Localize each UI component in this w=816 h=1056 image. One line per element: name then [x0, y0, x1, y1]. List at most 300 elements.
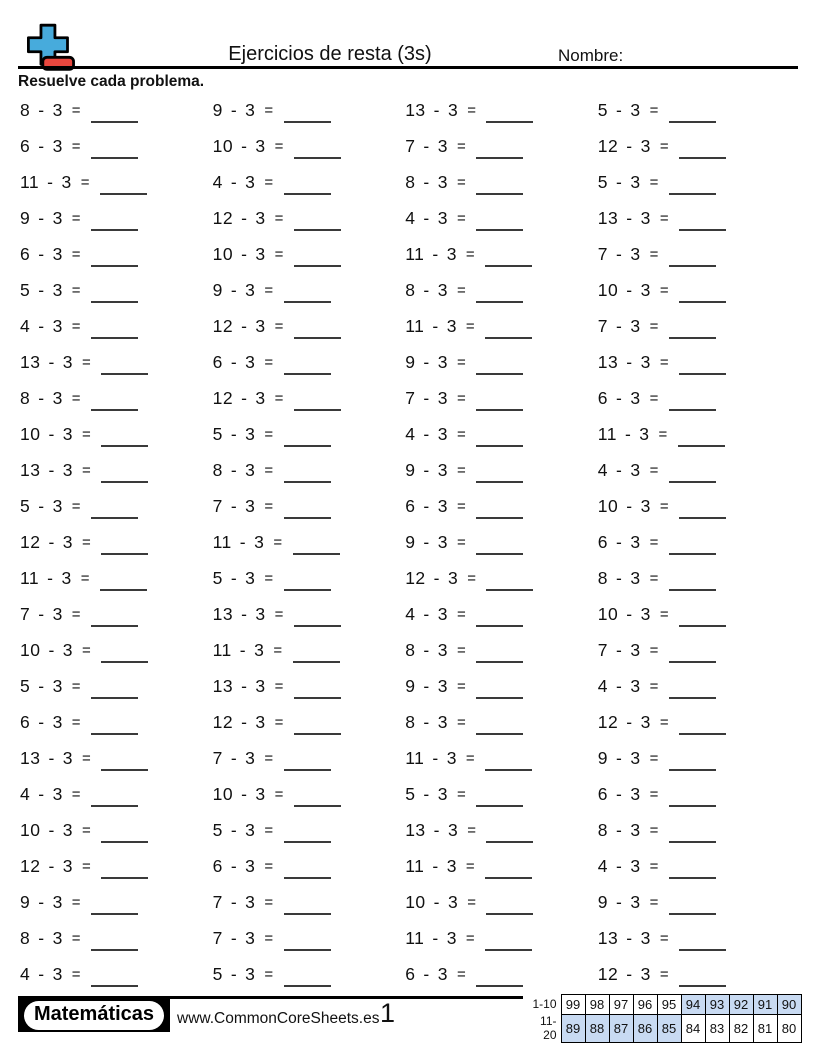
- answer-blank[interactable]: [101, 469, 148, 483]
- subtraction-problem: [598, 848, 790, 884]
- answer-blank[interactable]: [669, 901, 716, 915]
- answer-blank[interactable]: [669, 793, 716, 807]
- problem-minuend: 13: [212, 603, 234, 624]
- answer-blank[interactable]: [101, 433, 148, 447]
- problem-subtrahend: 3: [245, 99, 256, 120]
- equals-sign: =: [456, 425, 467, 443]
- equals-sign: =: [82, 641, 92, 659]
- answer-blank[interactable]: [679, 505, 726, 519]
- subtraction-problem: [213, 236, 405, 272]
- answer-blank[interactable]: [669, 757, 716, 771]
- problem-minuend: 4: [597, 459, 609, 480]
- equals-sign: =: [71, 497, 82, 515]
- answer-blank[interactable]: [91, 613, 138, 627]
- problem-minuend: 8: [597, 819, 609, 840]
- answer-blank[interactable]: [284, 937, 331, 951]
- answer-blank[interactable]: [669, 865, 716, 879]
- problem-subtrahend: 3: [52, 603, 63, 624]
- score-row-1-10: [527, 995, 801, 1015]
- answer-blank[interactable]: [91, 721, 138, 735]
- score-cell: 90: [777, 995, 801, 1015]
- answer-blank[interactable]: [669, 541, 716, 555]
- problem-subtrahend: 3: [437, 135, 448, 156]
- minus-sign: -: [423, 531, 430, 552]
- problem-subtrahend: 3: [255, 315, 266, 336]
- answer-blank[interactable]: [91, 973, 138, 987]
- subtraction-problem: [405, 920, 597, 956]
- subtraction-problem: [20, 416, 212, 452]
- problem-subtrahend: 3: [640, 711, 651, 732]
- equals-sign: =: [71, 965, 82, 983]
- answer-blank[interactable]: [669, 829, 716, 843]
- minus-sign: -: [616, 315, 623, 336]
- answer-blank[interactable]: [91, 397, 138, 411]
- score-cell: 99: [561, 995, 585, 1015]
- answer-blank[interactable]: [284, 469, 331, 483]
- equals-sign: =: [274, 209, 284, 227]
- answer-blank[interactable]: [476, 685, 523, 699]
- answer-blank[interactable]: [678, 433, 725, 447]
- answer-blank[interactable]: [476, 217, 523, 231]
- minus-sign: -: [38, 891, 45, 912]
- problems-column-2: [213, 92, 405, 992]
- answer-blank[interactable]: [679, 145, 726, 159]
- problem-subtrahend: 3: [52, 495, 63, 516]
- answer-blank[interactable]: [91, 145, 138, 159]
- problem-subtrahend: 3: [254, 639, 265, 660]
- answer-blank[interactable]: [485, 937, 532, 951]
- subtraction-problem: [598, 200, 790, 236]
- subtraction-problem: [598, 128, 790, 164]
- equals-sign: =: [80, 173, 90, 191]
- problem-minuend: 5: [597, 99, 609, 120]
- equals-sign: =: [264, 929, 274, 947]
- problem-minuend: 9: [405, 351, 416, 372]
- subtraction-problem: [213, 308, 405, 344]
- subtraction-problem: [213, 812, 405, 848]
- answer-blank[interactable]: [91, 793, 138, 807]
- equals-sign: =: [264, 857, 274, 875]
- answer-blank[interactable]: [101, 649, 148, 663]
- answer-blank[interactable]: [284, 577, 331, 591]
- problem-minuend: 5: [212, 963, 223, 984]
- problem-subtrahend: 3: [52, 783, 63, 804]
- answer-blank[interactable]: [669, 397, 716, 411]
- problem-minuend: 4: [212, 171, 223, 192]
- problem-subtrahend: 3: [630, 243, 641, 264]
- subtraction-problem: [20, 848, 212, 884]
- minus-sign: -: [239, 531, 247, 552]
- problem-minuend: 6: [597, 783, 609, 804]
- answer-blank[interactable]: [476, 361, 523, 375]
- problem-subtrahend: 3: [245, 855, 256, 876]
- score-cell: 86: [633, 1014, 657, 1042]
- problem-minuend: 13: [20, 351, 41, 372]
- problem-minuend: 9: [212, 99, 223, 120]
- answer-blank[interactable]: [679, 217, 726, 231]
- equals-sign: =: [456, 497, 467, 515]
- answer-blank[interactable]: [284, 181, 331, 195]
- equals-sign: =: [659, 965, 670, 983]
- answer-blank[interactable]: [100, 181, 147, 195]
- problem-minuend: 11: [20, 171, 40, 192]
- score-cell: 94: [681, 995, 705, 1015]
- minus-sign: -: [47, 567, 54, 588]
- answer-blank[interactable]: [486, 109, 533, 123]
- minus-sign: -: [38, 675, 45, 696]
- minus-sign: -: [616, 99, 623, 120]
- problem-minuend: 8: [405, 639, 416, 660]
- equals-sign: =: [82, 821, 92, 839]
- problem-subtrahend: 3: [447, 891, 459, 912]
- answer-blank[interactable]: [476, 973, 523, 987]
- problem-subtrahend: 3: [639, 423, 650, 444]
- answer-blank[interactable]: [669, 181, 716, 195]
- problem-minuend: 12: [597, 135, 619, 156]
- problem-minuend: 7: [20, 603, 31, 624]
- problem-minuend: 8: [20, 927, 31, 948]
- subtraction-problem: [213, 920, 405, 956]
- answer-blank[interactable]: [284, 361, 331, 375]
- equals-sign: =: [649, 857, 659, 875]
- instruction-text: Resuelve cada problema.: [18, 73, 205, 90]
- subtraction-problem: [213, 128, 405, 164]
- equals-sign: =: [467, 569, 477, 587]
- answer-blank[interactable]: [91, 289, 138, 303]
- answer-blank[interactable]: [485, 865, 532, 879]
- answer-blank[interactable]: [294, 145, 341, 159]
- problem-minuend: 11: [405, 315, 425, 336]
- problem-subtrahend: 3: [245, 747, 256, 768]
- problem-subtrahend: 3: [630, 171, 641, 192]
- problem-minuend: 5: [212, 423, 223, 444]
- problems-column-1: [20, 92, 212, 992]
- subtraction-problem: [598, 380, 790, 416]
- answer-blank[interactable]: [679, 361, 726, 375]
- problem-minuend: 7: [405, 135, 416, 156]
- answer-blank[interactable]: [101, 541, 148, 555]
- subtraction-problem: [20, 812, 212, 848]
- subtraction-problem: [598, 704, 790, 740]
- problem-minuend: 11: [405, 927, 425, 948]
- answer-blank[interactable]: [294, 721, 341, 735]
- subtraction-problem: [405, 200, 597, 236]
- answer-blank[interactable]: [101, 865, 148, 879]
- problem-minuend: 10: [212, 783, 234, 804]
- answer-blank[interactable]: [486, 901, 533, 915]
- answer-blank[interactable]: [485, 253, 532, 267]
- answer-blank[interactable]: [679, 613, 726, 627]
- answer-blank[interactable]: [294, 685, 341, 699]
- equals-sign: =: [71, 893, 82, 911]
- answer-blank[interactable]: [91, 325, 138, 339]
- minus-sign: -: [230, 963, 238, 984]
- equals-sign: =: [71, 101, 82, 119]
- equals-sign: =: [659, 353, 670, 371]
- minus-sign: -: [241, 675, 248, 696]
- subtraction-problem: [405, 884, 597, 920]
- answer-blank[interactable]: [293, 541, 340, 555]
- problem-subtrahend: 3: [437, 351, 448, 372]
- equals-sign: =: [82, 749, 92, 767]
- answer-blank[interactable]: [476, 541, 523, 555]
- equals-sign: =: [264, 353, 274, 371]
- equals-sign: =: [649, 101, 659, 119]
- answer-blank[interactable]: [284, 505, 331, 519]
- equals-sign: =: [274, 245, 284, 263]
- minus-sign: -: [626, 711, 633, 732]
- problem-subtrahend: 3: [245, 891, 256, 912]
- minus-sign: -: [423, 423, 430, 444]
- problem-minuend: 12: [597, 963, 619, 984]
- problem-minuend: 8: [20, 99, 31, 120]
- answer-blank[interactable]: [486, 829, 533, 843]
- answer-blank[interactable]: [679, 973, 726, 987]
- equals-sign: =: [264, 425, 274, 443]
- problem-minuend: 10: [597, 495, 619, 516]
- minus-sign: -: [616, 387, 623, 408]
- minus-sign: -: [38, 927, 45, 948]
- problem-minuend: 9: [405, 459, 416, 480]
- equals-sign: =: [264, 965, 274, 983]
- minus-sign: -: [241, 387, 248, 408]
- answer-blank[interactable]: [669, 253, 716, 267]
- problem-minuend: 4: [597, 675, 609, 696]
- score-cell: 88: [585, 1014, 609, 1042]
- problem-minuend: 10: [597, 279, 619, 300]
- problem-subtrahend: 3: [61, 567, 72, 588]
- answer-blank[interactable]: [91, 685, 138, 699]
- answer-blank[interactable]: [669, 325, 716, 339]
- answer-blank[interactable]: [293, 649, 340, 663]
- subtraction-problem: [598, 956, 790, 992]
- problem-subtrahend: 3: [640, 207, 651, 228]
- answer-blank[interactable]: [91, 217, 138, 231]
- problem-subtrahend: 3: [640, 927, 651, 948]
- problem-minuend: 11: [20, 567, 40, 588]
- answer-blank[interactable]: [91, 901, 138, 915]
- subtraction-problem: [213, 740, 405, 776]
- problem-subtrahend: 3: [630, 315, 641, 336]
- problem-minuend: 11: [597, 423, 617, 444]
- problem-subtrahend: 3: [62, 423, 74, 444]
- problem-subtrahend: 3: [630, 387, 641, 408]
- answer-blank[interactable]: [284, 757, 331, 771]
- subtraction-problem: [213, 92, 405, 128]
- equals-sign: =: [274, 713, 284, 731]
- problem-minuend: 7: [212, 747, 223, 768]
- problem-minuend: 8: [212, 459, 223, 480]
- answer-blank[interactable]: [476, 181, 523, 195]
- problem-subtrahend: 3: [437, 603, 448, 624]
- answer-blank[interactable]: [679, 289, 726, 303]
- subtraction-problem: [598, 740, 790, 776]
- problem-subtrahend: 3: [630, 99, 641, 120]
- problem-subtrahend: 3: [446, 855, 457, 876]
- subtraction-problem: [598, 416, 790, 452]
- answer-blank[interactable]: [100, 577, 147, 591]
- subtraction-problem: [405, 668, 597, 704]
- equals-sign: =: [264, 893, 274, 911]
- problem-subtrahend: 3: [52, 207, 63, 228]
- problem-minuend: 6: [20, 135, 31, 156]
- problem-minuend: 11: [405, 747, 425, 768]
- problem-minuend: 9: [20, 891, 31, 912]
- answer-blank[interactable]: [476, 649, 523, 663]
- problem-minuend: 6: [597, 387, 609, 408]
- minus-sign: -: [38, 603, 45, 624]
- minus-sign: -: [230, 567, 238, 588]
- equals-sign: =: [649, 533, 659, 551]
- minus-sign: -: [423, 387, 430, 408]
- answer-blank[interactable]: [669, 109, 716, 123]
- problem-subtrahend: 3: [255, 783, 266, 804]
- problem-minuend: 7: [212, 891, 223, 912]
- subtraction-problem: [405, 488, 597, 524]
- answer-blank[interactable]: [284, 865, 331, 879]
- equals-sign: =: [71, 317, 82, 335]
- answer-blank[interactable]: [284, 901, 331, 915]
- answer-blank[interactable]: [284, 829, 331, 843]
- answer-blank[interactable]: [294, 397, 341, 411]
- answer-blank[interactable]: [679, 937, 726, 951]
- answer-blank[interactable]: [476, 613, 523, 627]
- answer-blank[interactable]: [91, 937, 138, 951]
- answer-blank[interactable]: [679, 721, 726, 735]
- subtraction-problem: [213, 560, 405, 596]
- minus-sign: -: [433, 567, 440, 588]
- answer-blank[interactable]: [101, 757, 148, 771]
- minus-sign: -: [433, 891, 440, 912]
- minus-sign: -: [423, 351, 430, 372]
- answer-blank[interactable]: [476, 433, 523, 447]
- answer-blank[interactable]: [91, 109, 138, 123]
- subtraction-problem: [20, 128, 212, 164]
- problem-subtrahend: 3: [255, 135, 266, 156]
- problem-minuend: 7: [212, 927, 223, 948]
- minus-sign: -: [616, 675, 623, 696]
- minus-sign: -: [616, 747, 623, 768]
- answer-blank[interactable]: [669, 469, 716, 483]
- answer-blank[interactable]: [294, 613, 341, 627]
- answer-blank[interactable]: [294, 217, 341, 231]
- equals-sign: =: [71, 605, 82, 623]
- problem-subtrahend: 3: [640, 963, 651, 984]
- answer-blank[interactable]: [476, 145, 523, 159]
- answer-blank[interactable]: [284, 289, 331, 303]
- problem-minuend: 10: [405, 891, 426, 912]
- equals-sign: =: [456, 137, 467, 155]
- score-cell: 91: [753, 995, 777, 1015]
- equals-sign: =: [71, 389, 82, 407]
- equals-sign: =: [456, 677, 467, 695]
- minus-sign: -: [48, 531, 55, 552]
- score-cell: 98: [585, 995, 609, 1015]
- problem-subtrahend: 3: [245, 423, 256, 444]
- equals-sign: =: [71, 245, 82, 263]
- problem-subtrahend: 3: [255, 387, 266, 408]
- answer-blank[interactable]: [294, 253, 341, 267]
- problem-subtrahend: 3: [630, 459, 641, 480]
- answer-blank[interactable]: [284, 433, 331, 447]
- equals-sign: =: [274, 137, 284, 155]
- problem-minuend: 9: [20, 207, 31, 228]
- subtraction-problem: [405, 596, 597, 632]
- subtraction-problem: [598, 92, 790, 128]
- answer-blank[interactable]: [284, 973, 331, 987]
- subtraction-problem: [213, 704, 405, 740]
- problem-subtrahend: 3: [245, 963, 256, 984]
- answer-blank[interactable]: [486, 577, 533, 591]
- subtraction-problem: [213, 956, 405, 992]
- minus-sign: -: [616, 459, 623, 480]
- minus-sign: -: [48, 819, 55, 840]
- minus-sign: -: [423, 639, 430, 660]
- problem-subtrahend: 3: [255, 675, 266, 696]
- problem-subtrahend: 3: [62, 747, 74, 768]
- answer-blank[interactable]: [294, 793, 341, 807]
- equals-sign: =: [465, 929, 476, 947]
- problem-subtrahend: 3: [437, 171, 448, 192]
- answer-blank[interactable]: [476, 469, 523, 483]
- minus-sign: -: [38, 783, 45, 804]
- answer-blank[interactable]: [476, 397, 523, 411]
- answer-blank[interactable]: [669, 577, 716, 591]
- answer-blank[interactable]: [476, 505, 523, 519]
- subtraction-problem: [213, 488, 405, 524]
- answer-blank[interactable]: [476, 721, 523, 735]
- subtraction-problem: [20, 956, 212, 992]
- answer-blank[interactable]: [485, 757, 532, 771]
- equals-sign: =: [456, 641, 467, 659]
- problem-subtrahend: 3: [630, 639, 641, 660]
- equals-sign: =: [274, 389, 284, 407]
- equals-sign: =: [456, 209, 467, 227]
- minus-sign: -: [423, 207, 430, 228]
- answer-blank[interactable]: [91, 253, 138, 267]
- problem-subtrahend: 3: [52, 675, 63, 696]
- answer-blank[interactable]: [101, 361, 148, 375]
- minus-sign: -: [423, 711, 430, 732]
- answer-blank[interactable]: [101, 829, 148, 843]
- answer-blank[interactable]: [284, 109, 331, 123]
- equals-sign: =: [456, 461, 467, 479]
- problem-minuend: 4: [405, 603, 416, 624]
- problem-subtrahend: 3: [640, 279, 651, 300]
- answer-blank[interactable]: [91, 505, 138, 519]
- answer-blank[interactable]: [476, 289, 523, 303]
- minus-sign: -: [433, 99, 440, 120]
- equals-sign: =: [659, 605, 670, 623]
- problem-minuend: 9: [212, 279, 223, 300]
- problem-subtrahend: 3: [437, 711, 448, 732]
- answer-blank[interactable]: [669, 649, 716, 663]
- problem-subtrahend: 3: [437, 387, 448, 408]
- problem-subtrahend: 3: [437, 675, 448, 696]
- answer-blank[interactable]: [669, 685, 716, 699]
- problem-minuend: 11: [212, 531, 232, 552]
- equals-sign: =: [71, 209, 82, 227]
- equals-sign: =: [274, 605, 284, 623]
- minus-sign: -: [624, 423, 632, 444]
- problem-subtrahend: 3: [446, 747, 457, 768]
- problem-minuend: 12: [597, 711, 619, 732]
- problems-column-3: [405, 92, 597, 992]
- answer-blank[interactable]: [485, 325, 532, 339]
- answer-blank[interactable]: [476, 793, 523, 807]
- answer-blank[interactable]: [294, 325, 341, 339]
- equals-sign: =: [264, 749, 274, 767]
